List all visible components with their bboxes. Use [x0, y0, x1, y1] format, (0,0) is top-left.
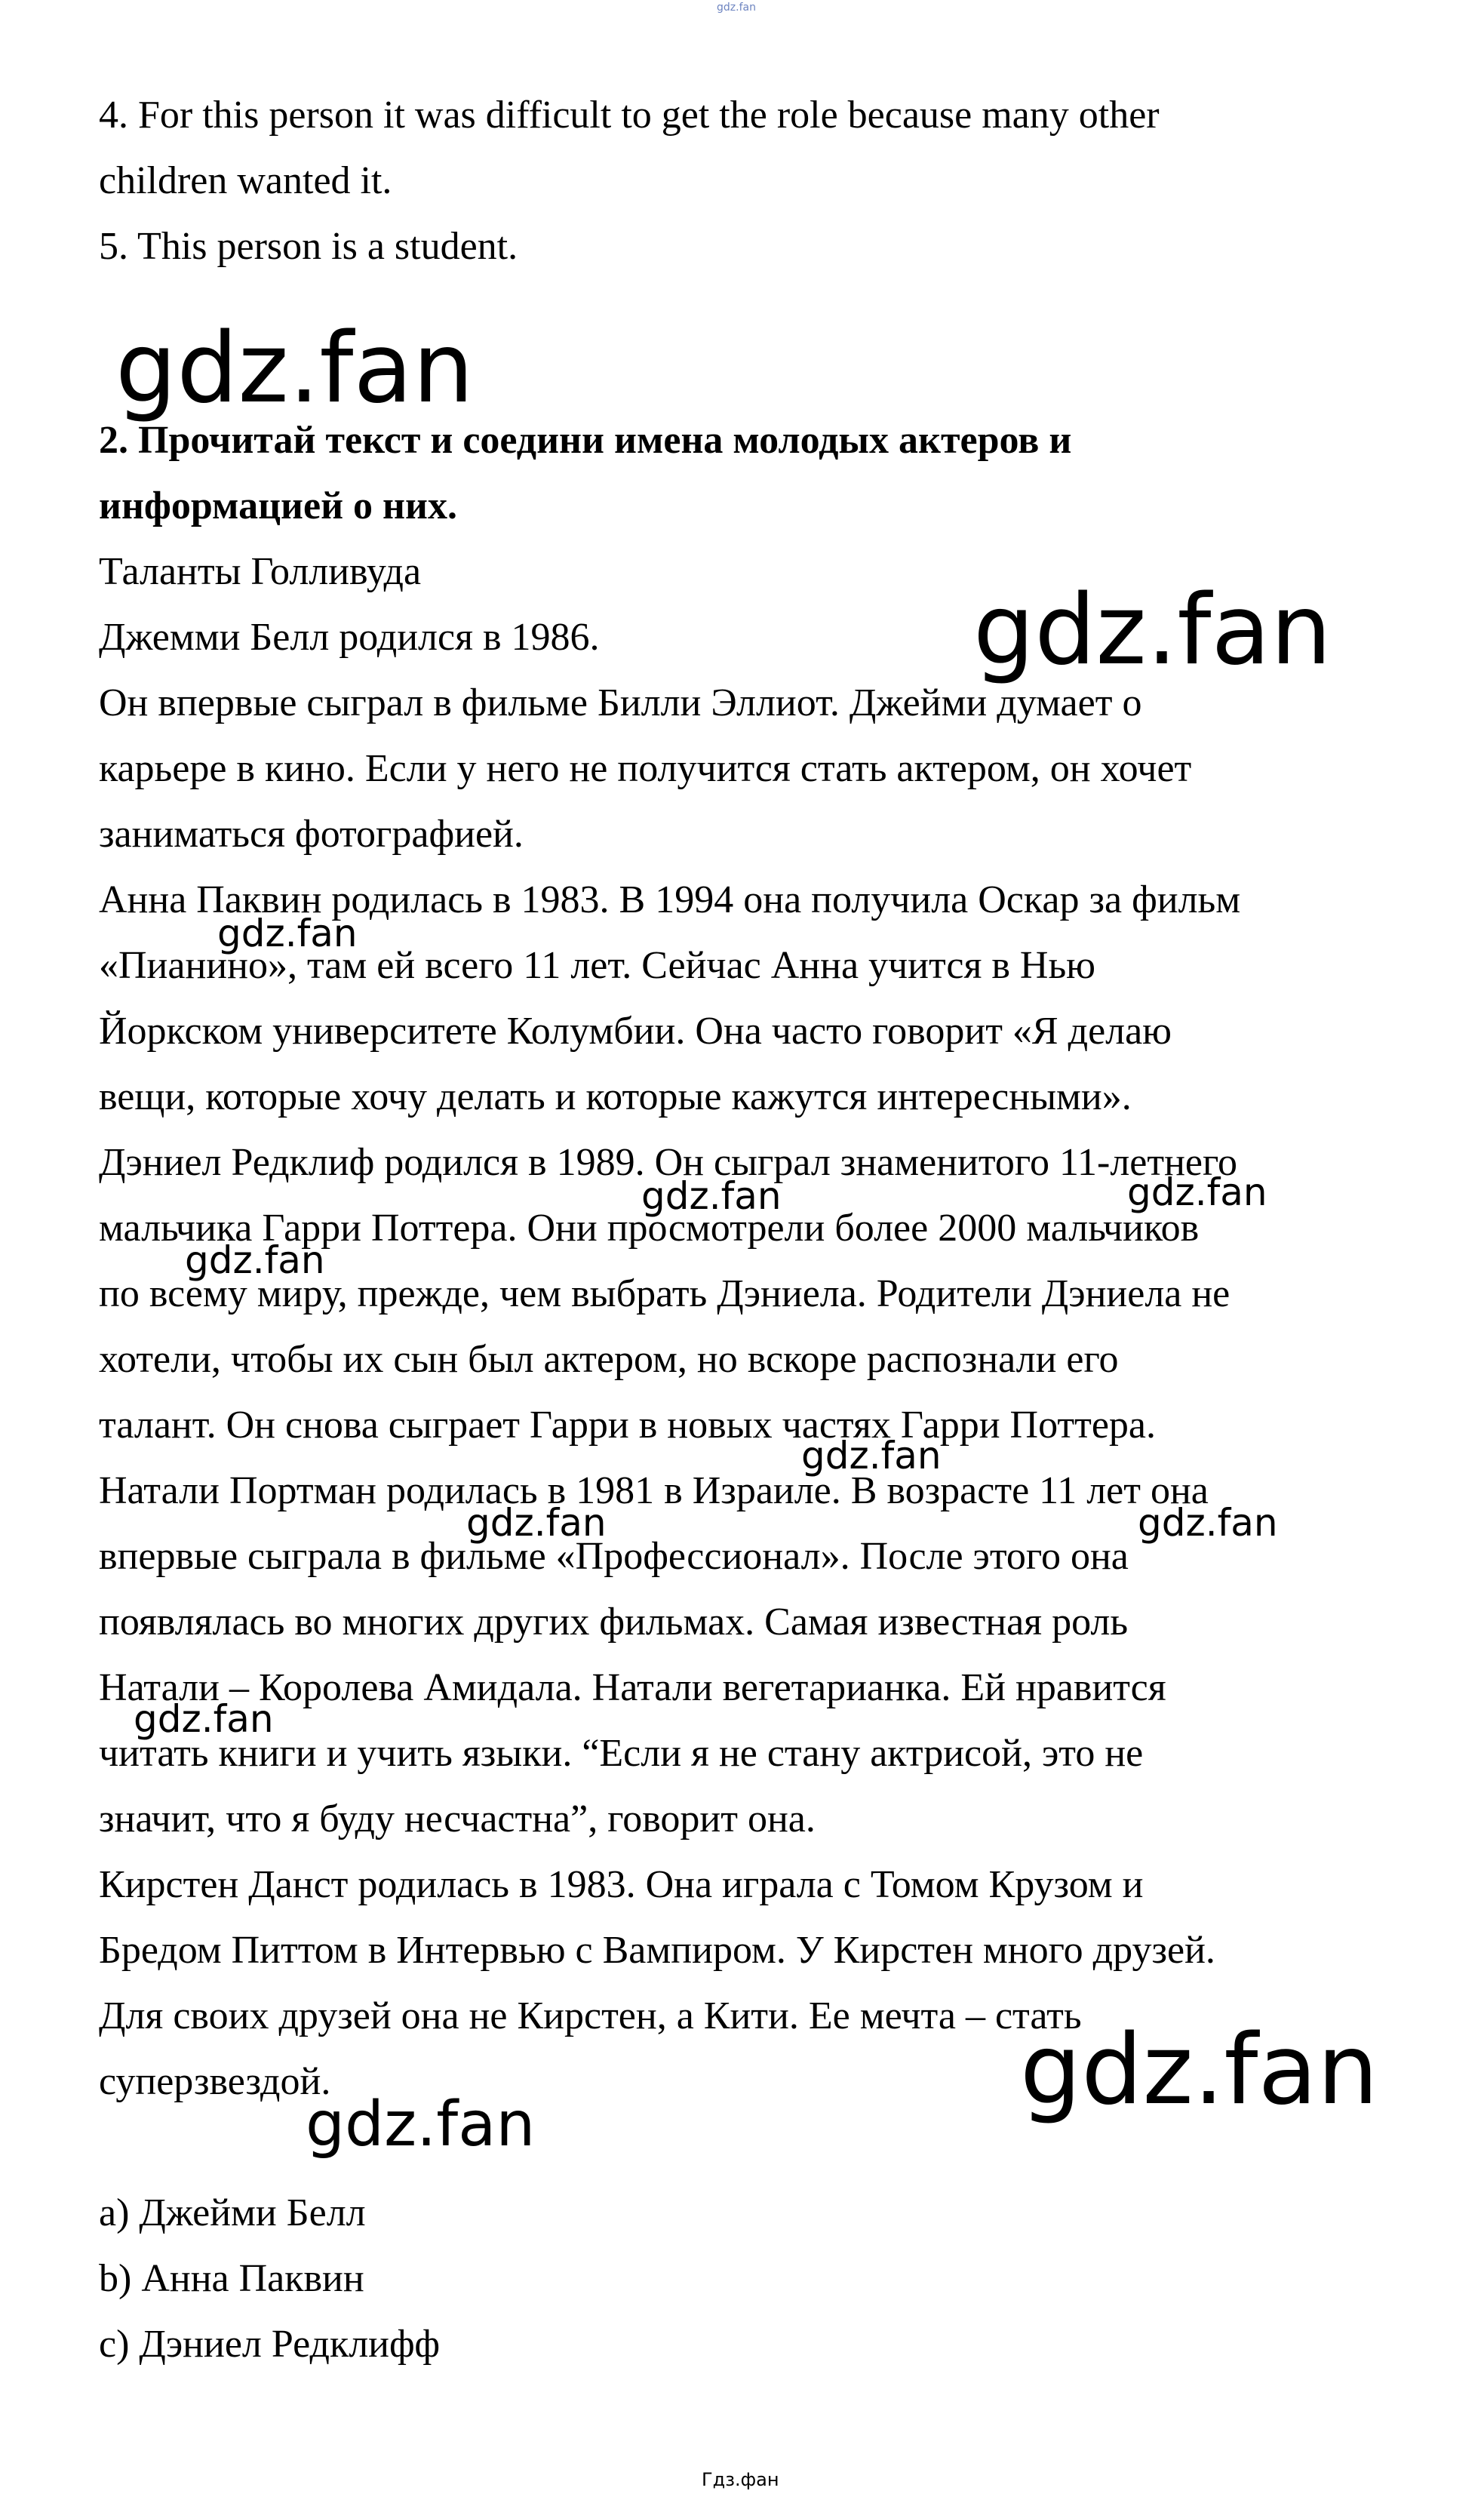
text-line: Йоркском университете Колумбии. Она часто говорит «Я делаю [99, 1010, 1172, 1053]
watermark: gdz.fan [1020, 2014, 1378, 2126]
text-line: Кирстен Данст родилась в 1983. Она играла с Томом Крузом и [99, 1863, 1144, 1906]
text-line: впервые сыграла в фильме «Профессионал». После этого она [99, 1535, 1129, 1578]
watermark: gdz.fan [973, 574, 1332, 687]
text-line: вещи, которые хочу делать и которые кажутся интересными». [99, 1075, 1132, 1118]
watermark: gdz.fan [1127, 1170, 1267, 1214]
prev-item-line: 4. For this person it was difficult to get the role because many other [99, 94, 1160, 137]
watermark: gdz.fan [801, 1434, 942, 1478]
task-heading: информацией о них. [99, 484, 457, 527]
text-line: Анна Паквин родилась в 1983. В 1994 она получила Оскар за фильм [99, 878, 1241, 921]
text-line: талант. Он снова сыграет Гарри в новых частях Гарри Поттера. [99, 1404, 1157, 1447]
text-line: суперзвездой. [99, 2060, 331, 2103]
text-line: заниматься фотографией. [99, 813, 524, 856]
text-line: по всему миру, прежде, чем выбрать Дэниела. Родители Дэниела не [99, 1272, 1231, 1315]
prev-item-line: 5. This person is a student. [99, 225, 518, 268]
text-line: Бредом Питтом в Интервью с Вампиром. У Кирстен много друзей. [99, 1929, 1215, 1972]
text-line: Джемми Белл родился в 1986. [99, 616, 600, 659]
option-c: c) Дэниел Редклифф [99, 2323, 441, 2366]
text-line: Он впервые сыграл в фильме Билли Эллиот. Джейми думает о [99, 681, 1142, 724]
text-line: значит, что я буду несчастна”, говорит она. [99, 1797, 816, 1840]
prev-item-line: children wanted it. [99, 159, 392, 202]
text-line: Дэниел Редклиф родился в 1989. Он сыграл знаменитого 11-летнего [99, 1141, 1238, 1184]
watermark: gdz.fan [641, 1174, 782, 1218]
task-heading: 2. Прочитай текст и соедини имена молодых актеров и [99, 419, 1072, 462]
text-line: мальчика Гарри Поттера. Они просмотрели более 2000 мальчиков [99, 1207, 1200, 1250]
watermark: gdz.fan [217, 912, 358, 955]
text-line: карьере в кино. Если у него не получится стать актером, он хочет [99, 747, 1192, 790]
watermark: gdz.fan [115, 312, 474, 425]
watermark: gdz.fan [134, 1697, 274, 1741]
header-watermark: gdz.fan [717, 2, 756, 14]
watermark: gdz.fan [1138, 1501, 1278, 1545]
text-line: хотели, чтобы их сын был актером, но вскоре распознали его [99, 1338, 1119, 1381]
footer-text: Гдз.фан [702, 2469, 779, 2490]
text-line: Натали Портман родилась в 1981 в Израиле. В возрасте 11 лет она [99, 1469, 1209, 1512]
watermark: gdz.fan [185, 1238, 325, 1282]
option-b: b) Анна Паквин [99, 2257, 364, 2300]
text-line: появлялась во многих других фильмах. Самая известная роль [99, 1601, 1129, 1644]
text-line: Натали – Королева Амидала. Натали вегетарианка. Ей нравится [99, 1666, 1166, 1709]
watermark: gdz.fan [466, 1501, 607, 1545]
text-title: Таланты Голливуда [99, 550, 422, 593]
text-line: «Пианино», там ей всего 11 лет. Сейчас Анна учится в Нью [99, 944, 1096, 987]
watermark: gdz.fan [306, 2089, 536, 2160]
option-a: a) Джейми Белл [99, 2191, 366, 2234]
text-line: Для своих друзей она не Кирстен, а Кити. Ее мечта – стать [99, 1994, 1082, 2037]
text-line: читать книги и учить языки. “Если я не стану актрисой, это не [99, 1732, 1144, 1775]
